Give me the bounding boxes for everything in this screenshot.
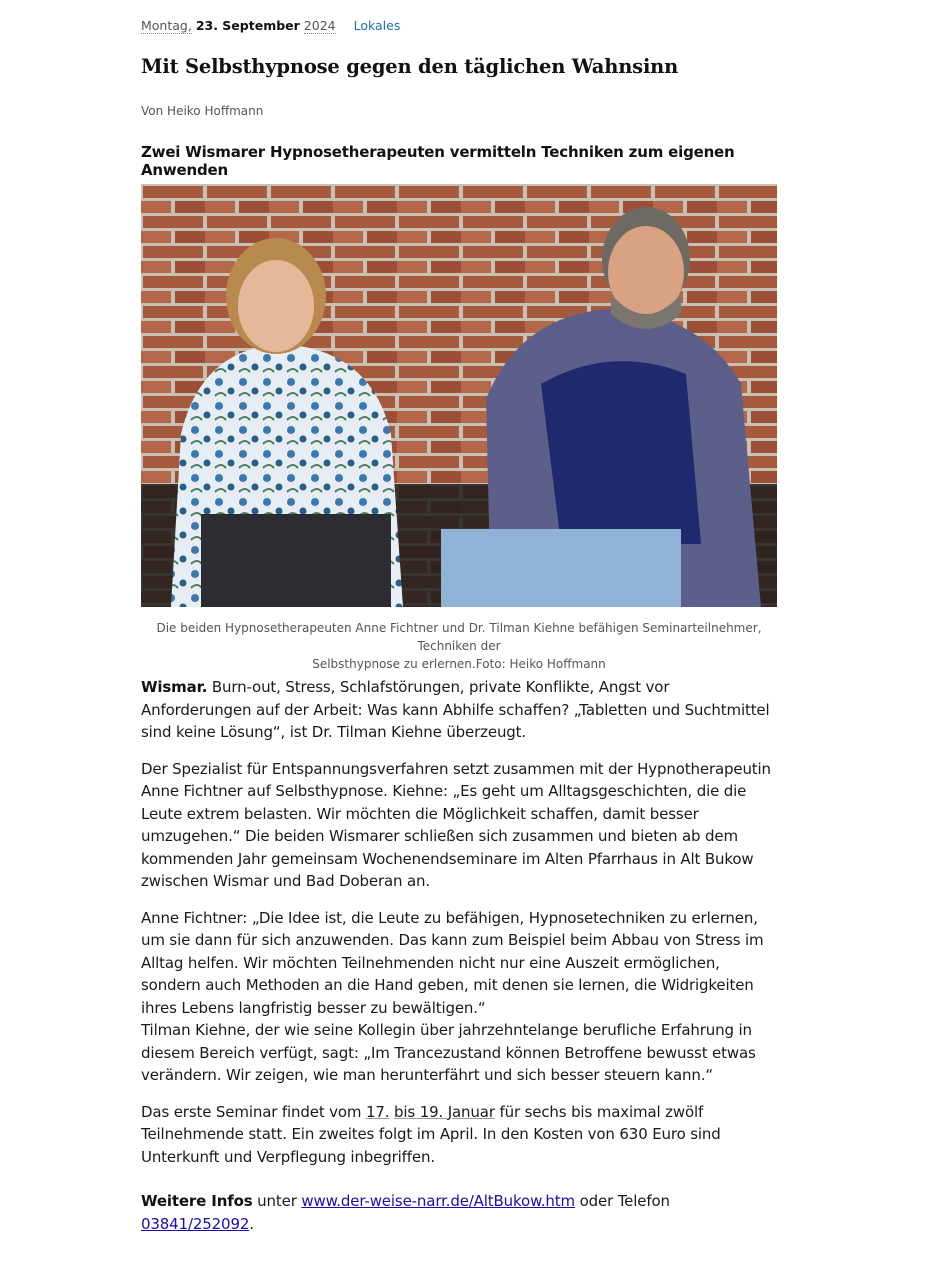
paragraph-3-kiehne: Tilman Kiehne, der wie seine Kollegin über jahrzehntelange berufliche Erfahrung in diesem Bereich verfügt, sagt: „Im Trancezustand können Betroffene bewusst etwas verändern. Wir zeigen, wie man herunterfährt und sich besser steuern kann.“ (141, 1021, 756, 1084)
photo-caption (141, 619, 777, 673)
website-link[interactable]: www.der-weise-narr.de/AltBukow.htm (301, 1192, 575, 1210)
paragraph-1-text: Burn-out, Stress, Schlafstörungen, private Konflikte, Angst vor Anforderungen auf der Arbeit: Was kann Abhilfe schaffen? „Tabletten und Suchtmittel sind keine Lösung“, ist Dr. Tilman Kiehne überzeugt. (141, 678, 770, 741)
info-unter: unter (252, 1192, 302, 1210)
phone-link[interactable]: 03841/252092 (141, 1214, 250, 1233)
paragraph-3-quote: Anne Fichtner: „Die Idee ist, die Leute zu befähigen, Hypnosetechniken zu erlernen, um sie dann für sich anzuwenden. Das kann zum Beispiel beim Abbau von Stress im Alltag helfen. Wir möchten Teilnehmenden nicht nur eine Auszeit ermöglichen, sondern auch Methoden an die Hand geben, mit denen sie lernen, die Widrigkeiten ihres Lebens langfristig besser zu bewältigen.“ (141, 908, 764, 1017)
info-oder: oder Telefon (574, 1192, 670, 1210)
dateline-location: Wismar. (141, 678, 208, 696)
publish-year: 2024 (303, 18, 336, 33)
paragraph-1 (141, 676, 777, 744)
article-subtitle: Zwei Wismarer Hypnosetherapeuten vermitteln Techniken zum eigenen Anwenden (141, 143, 735, 179)
dateline (141, 18, 777, 33)
paragraph-3 (141, 907, 777, 1087)
caption-line-2: Selbsthypnose zu erlernen.Foto: Heiko Hoffmann (312, 657, 606, 671)
publish-date: 23. September (195, 18, 300, 33)
article-photo (141, 184, 777, 607)
article-body (141, 676, 777, 1249)
date-from: 17. (366, 1102, 390, 1121)
date-to: bis 19. Januar (394, 1102, 495, 1121)
category-link[interactable]: Lokales (353, 18, 401, 33)
paragraph-4-pre: Das erste Seminar findet vom (141, 1102, 367, 1121)
paragraph-4-post: für sechs bis maximal zwölf Teilnehmende statt. Ein zweites folgt im April. In den Kosten von 630 Euro sind Unterkunft und Verpflegung inbegriffen. (141, 1102, 721, 1166)
paragraph-info (141, 1190, 777, 1235)
weekday: Montag, (141, 18, 192, 33)
caption-line-1: Die beiden Hypnosetherapeuten Anne Fichtner und Dr. Tilman Kiehne befähigen Seminarteilnehmer, Techniken der (156, 621, 762, 653)
paragraph-4 (141, 1101, 777, 1169)
paragraph-2: Der Spezialist für Entspannungsverfahren setzt zusammen mit der Hypnotherapeutin Anne Fichtner auf Selbsthypnose. Kiehne: „Es geht um Alltagsgeschichten, die die Leute extrem belasten. Wir möchten die Möglichkeit schaffen, damit besser umzugehen.“ Die beiden Wismarer schließen sich zusammen und bieten ab dem kommenden Jahr gemeinsam Wochenendseminare im Alten Pfarrhaus in Alt Bukow zwischen Wismar und Bad Doberan an. (141, 759, 771, 890)
article-title: Mit Selbsthypnose gegen den täglichen Wahnsinn (141, 55, 679, 78)
author-byline: Von Heiko Hoffmann (141, 104, 264, 118)
info-end: . (249, 1214, 254, 1233)
info-lead: Weitere Infos (141, 1192, 253, 1210)
